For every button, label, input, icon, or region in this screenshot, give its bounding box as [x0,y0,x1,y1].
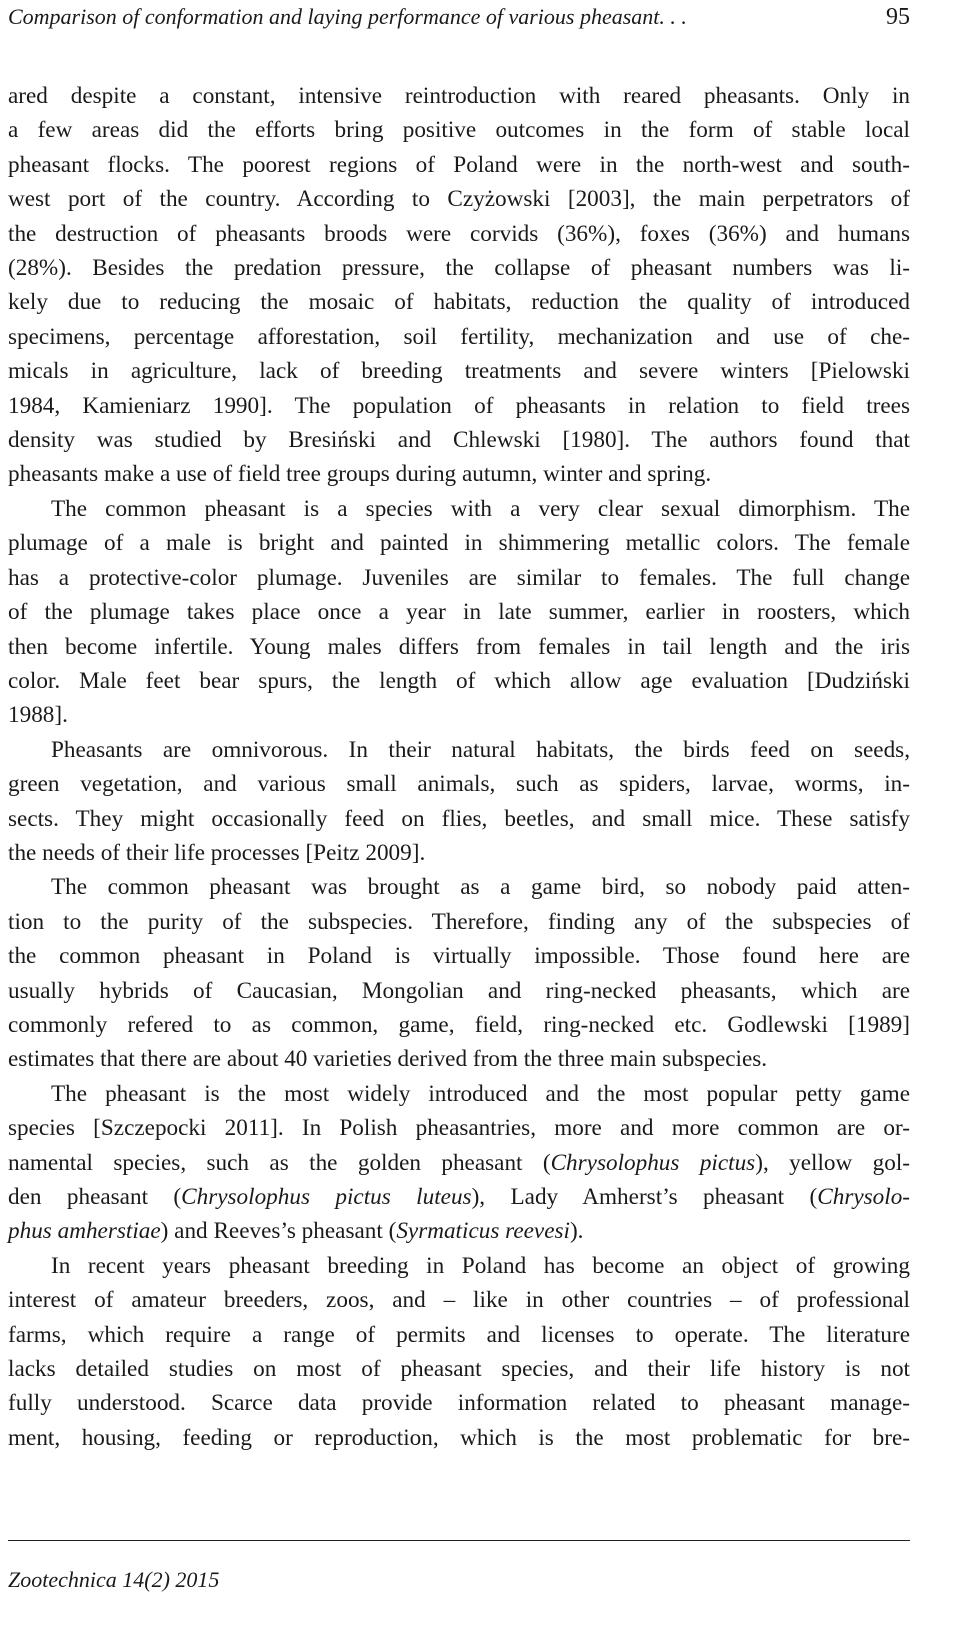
footer-rule [8,1540,910,1541]
text-line: pheasant flocks. The poorest regions of Poland were in the north-west and south- [8,151,910,178]
italic-species-name: Syrmaticus reevesi [396,1218,570,1245]
text-line: species [Szczepocki 2011]. In Polish pheasantries, more and more common are or- [8,1115,910,1142]
text-line: micals in agriculture, lack of breeding treatments and severe winters [Pielowski [8,358,910,385]
text-line: green vegetation, and various small animals, such as spiders, larvae, worms, in- [8,771,910,798]
body-text [8,79,910,1455]
text-line: 1988]. [8,702,68,729]
running-head-title: Comparison of conformation and laying performance of various pheasant. . . [8,4,687,29]
text-line: (28%). Besides the predation pressure, the collapse of pheasant numbers was li- [8,255,910,282]
page-number: 95 [886,3,910,30]
text-line: color. Male feet bear spurs, the length of which allow age evaluation [Dudziński [8,667,910,694]
footer-journal: Zootechnica 14(2) 2015 [8,1567,220,1592]
text-span: ), yellow gol- [755,1149,910,1176]
text-line: sects. They might occasionally feed on flies, beetles, and small mice. These satisfy [8,805,910,832]
text-line: has a protective-color plumage. Juveniles are similar to females. The full change [8,564,910,591]
text-line: fully understood. Scarce data provide information related to pheasant manage- [8,1390,910,1417]
text-line [8,1180,910,1214]
text-line [8,1214,910,1248]
text-line: then become infertile. Young males differs from females in tail length and the iris [8,633,910,660]
italic-species-name: Chrysolo- [817,1184,911,1210]
text-line: commonly refered to as common, game, field, ring-necked etc. Godlewski [1989] [8,1011,910,1038]
text-line: The common pheasant is a species with a very clear sexual dimorphism. The [51,495,910,522]
italic-species-name: Chrysolophus pictus luteus [181,1184,472,1210]
text-line: The common pheasant was brought as a game bird, so nobody paid atten- [51,874,910,901]
text-line: ared despite a constant, intensive reintroduction with reared pheasants. Only in [8,83,910,109]
text-span: ). [569,1218,584,1245]
text-line: density was studied by Bresiński and Chlewski [1980]. The authors found that [8,427,910,454]
text-line: the needs of their life processes [Peitz 2009]. [8,839,426,866]
text-line: interest of amateur breeders, zoos, and – like in other countries – of professional [8,1287,910,1314]
text-line: specimens, percentage afforestation, soil fertility, mechanization and use of che- [8,323,910,350]
italic-species-name: Chrysolophus pictus [550,1149,756,1176]
text-line: the common pheasant in Poland is virtually impossible. Those found here are [8,943,910,970]
text-line: a few areas did the efforts bring positive outcomes in the form of stable local [8,117,910,144]
text-span: ), Lady Amherst’s pheasant ( [471,1184,818,1210]
text-line: pheasants make a use of field tree groups during autumn, winter and spring. [8,461,712,488]
text-line: tion to the purity of the subspecies. Therefore, finding any of the subspecies of [8,908,910,935]
text-line: usually hybrids of Caucasian, Mongolian and ring-necked pheasants, which are [8,977,910,1004]
running-head [8,0,910,34]
text-line: the destruction of pheasants broods were corvids (36%), foxes (36%) and humans [8,220,910,247]
italic-species-name: phus amherstiae [8,1218,161,1245]
text-line: lacks detailed studies on most of pheasant species, and their life history is not [8,1356,910,1383]
text-line: west port of the country. According to Czyżowski [2003], the main perpetrators of [8,186,910,213]
text-line: In recent years pheasant breeding in Poland has become an object of growing [51,1252,910,1279]
text-span: namental species, such as the golden pheasant ( [8,1149,551,1176]
text-line: The pheasant is the most widely introduced and the most popular petty game [51,1080,910,1107]
text-line: kely due to reducing the mosaic of habitats, reduction the quality of introduced [8,289,910,316]
text-line: ment, housing, feeding or reproduction, which is the most problematic for bre- [8,1424,910,1451]
text-span: den pheasant ( [8,1184,182,1210]
text-line: plumage of a male is bright and painted in shimmering metallic colors. The female [8,530,910,557]
text-line: Pheasants are omnivorous. In their natural habitats, the birds feed on seeds, [51,736,910,763]
text-line: of the plumage takes place once a year in late summer, earlier in roosters, which [8,599,910,626]
text-line: farms, which require a range of permits and licenses to operate. The literature [8,1321,910,1348]
text-line: estimates that there are about 40 varieties derived from the three main subspecies. [8,1046,768,1073]
text-line: 1984, Kamieniarz 1990]. The population of pheasants in relation to field trees [8,392,910,419]
text-line [8,1146,910,1180]
text-span: ) and Reeves’s pheasant ( [160,1218,397,1245]
